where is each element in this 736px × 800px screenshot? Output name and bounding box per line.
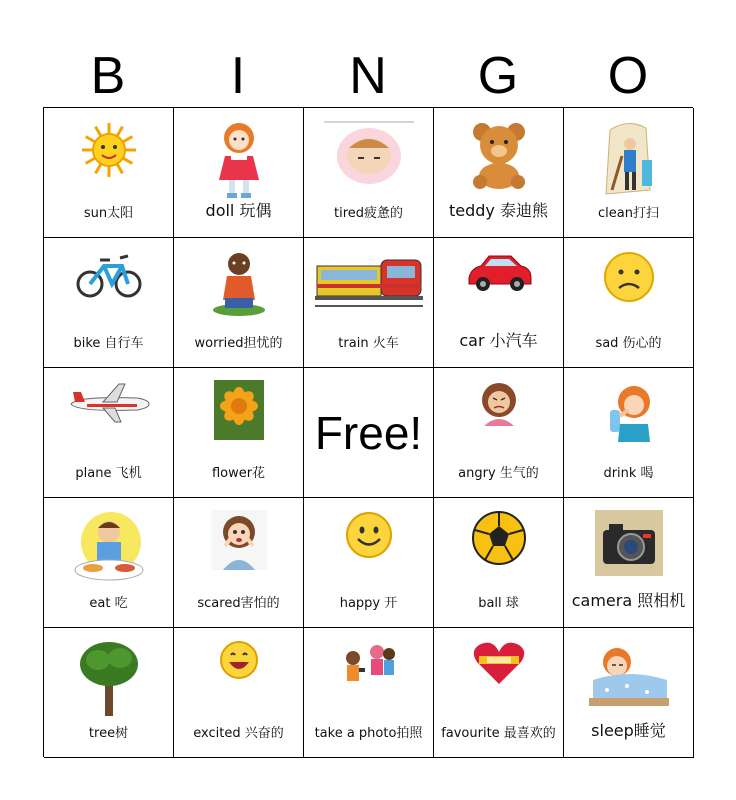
doll-icon xyxy=(211,120,267,200)
bingo-cell[interactable] xyxy=(564,498,694,628)
cell-label: sad 伤心的 xyxy=(595,336,662,351)
bingo-cell[interactable] xyxy=(304,628,434,758)
cell-label: happy 开 xyxy=(339,596,398,611)
bingo-cell[interactable] xyxy=(434,368,564,498)
bingo-cell[interactable] xyxy=(564,368,694,498)
worried-boy-icon xyxy=(213,250,265,316)
sad-face-icon xyxy=(602,250,656,304)
tired-girl-icon xyxy=(324,120,414,190)
bike-icon xyxy=(76,250,142,300)
bingo-cell[interactable] xyxy=(434,108,564,238)
header-letter-g: G xyxy=(477,47,519,105)
bingo-cell[interactable] xyxy=(174,108,304,238)
bingo-cell[interactable] xyxy=(434,498,564,628)
tree-icon xyxy=(78,640,140,718)
bingo-cell[interactable] xyxy=(44,108,174,238)
header-letter-o: O xyxy=(607,47,649,105)
plane-icon xyxy=(67,380,151,428)
cell-label: tree树 xyxy=(88,726,129,741)
cell-label: scared害怕的 xyxy=(197,596,280,611)
bingo-cell[interactable] xyxy=(174,498,304,628)
take-photo-icon xyxy=(339,640,399,692)
bingo-cell[interactable] xyxy=(304,108,434,238)
cell-label: worried担忧的 xyxy=(194,336,283,351)
drinking-girl-icon xyxy=(594,380,664,444)
bingo-cell[interactable] xyxy=(174,368,304,498)
bingo-cell[interactable] xyxy=(564,108,694,238)
bingo-cell[interactable] xyxy=(564,238,694,368)
header-letter-b: B xyxy=(90,47,126,105)
cell-label: teddy 泰迪熊 xyxy=(449,201,548,220)
cell-label: doll 玩偶 xyxy=(205,201,272,220)
cleaning-icon xyxy=(598,120,660,200)
cell-label: tired疲惫的 xyxy=(333,206,404,221)
bingo-cell[interactable] xyxy=(174,628,304,758)
bingo-cell[interactable] xyxy=(434,628,564,758)
cell-label: take a photo拍照 xyxy=(314,726,423,741)
header-letter-n: N xyxy=(349,47,387,105)
happy-face-icon xyxy=(344,510,394,560)
cell-label: car 小汽车 xyxy=(459,331,538,350)
cell-label: bike 自行车 xyxy=(73,336,144,351)
bingo-header xyxy=(43,46,693,106)
train-icon xyxy=(315,250,423,314)
cell-label: camera 照相机 xyxy=(571,591,686,610)
cell-label: excited 兴奋的 xyxy=(193,726,284,741)
bingo-cell[interactable] xyxy=(44,368,174,498)
bingo-cell[interactable] xyxy=(44,498,174,628)
teddy-bear-icon xyxy=(466,120,532,190)
cell-label: train 火车 xyxy=(338,336,399,351)
sleeping-boy-icon xyxy=(587,640,671,708)
free-space-label: Free! xyxy=(314,406,423,459)
cell-label: clean打扫 xyxy=(598,206,659,221)
flower-icon xyxy=(214,380,264,440)
favourite-heart-icon xyxy=(471,640,527,686)
cell-label: drink 喝 xyxy=(603,466,654,481)
excited-face-icon xyxy=(219,640,259,680)
bingo-cell[interactable] xyxy=(174,238,304,368)
sun-icon xyxy=(79,120,139,180)
bingo-card xyxy=(43,107,693,757)
cell-label: sleep睡觉 xyxy=(591,721,666,740)
cell-label: sun太阳 xyxy=(83,206,134,221)
angry-woman-icon xyxy=(476,380,522,426)
free-space-cell[interactable] xyxy=(304,368,434,498)
scared-girl-icon xyxy=(211,510,267,570)
cell-label: eat 吃 xyxy=(89,596,128,611)
bingo-cell[interactable] xyxy=(564,628,694,758)
bingo-cell[interactable] xyxy=(44,238,174,368)
car-icon xyxy=(465,250,533,294)
cell-label: flower花 xyxy=(211,466,266,481)
cell-label: favourite 最喜欢的 xyxy=(441,726,556,741)
cell-label: ball 球 xyxy=(478,596,519,611)
header-letter-i: I xyxy=(230,47,246,105)
camera-icon xyxy=(595,510,663,576)
bingo-cell[interactable] xyxy=(434,238,564,368)
ball-icon xyxy=(471,510,527,566)
eating-boy-icon xyxy=(71,510,147,584)
bingo-cell[interactable] xyxy=(44,628,174,758)
cell-label: angry 生气的 xyxy=(458,466,539,481)
bingo-cell[interactable] xyxy=(304,498,434,628)
bingo-cell[interactable] xyxy=(304,238,434,368)
cell-label: plane 飞机 xyxy=(75,466,142,481)
